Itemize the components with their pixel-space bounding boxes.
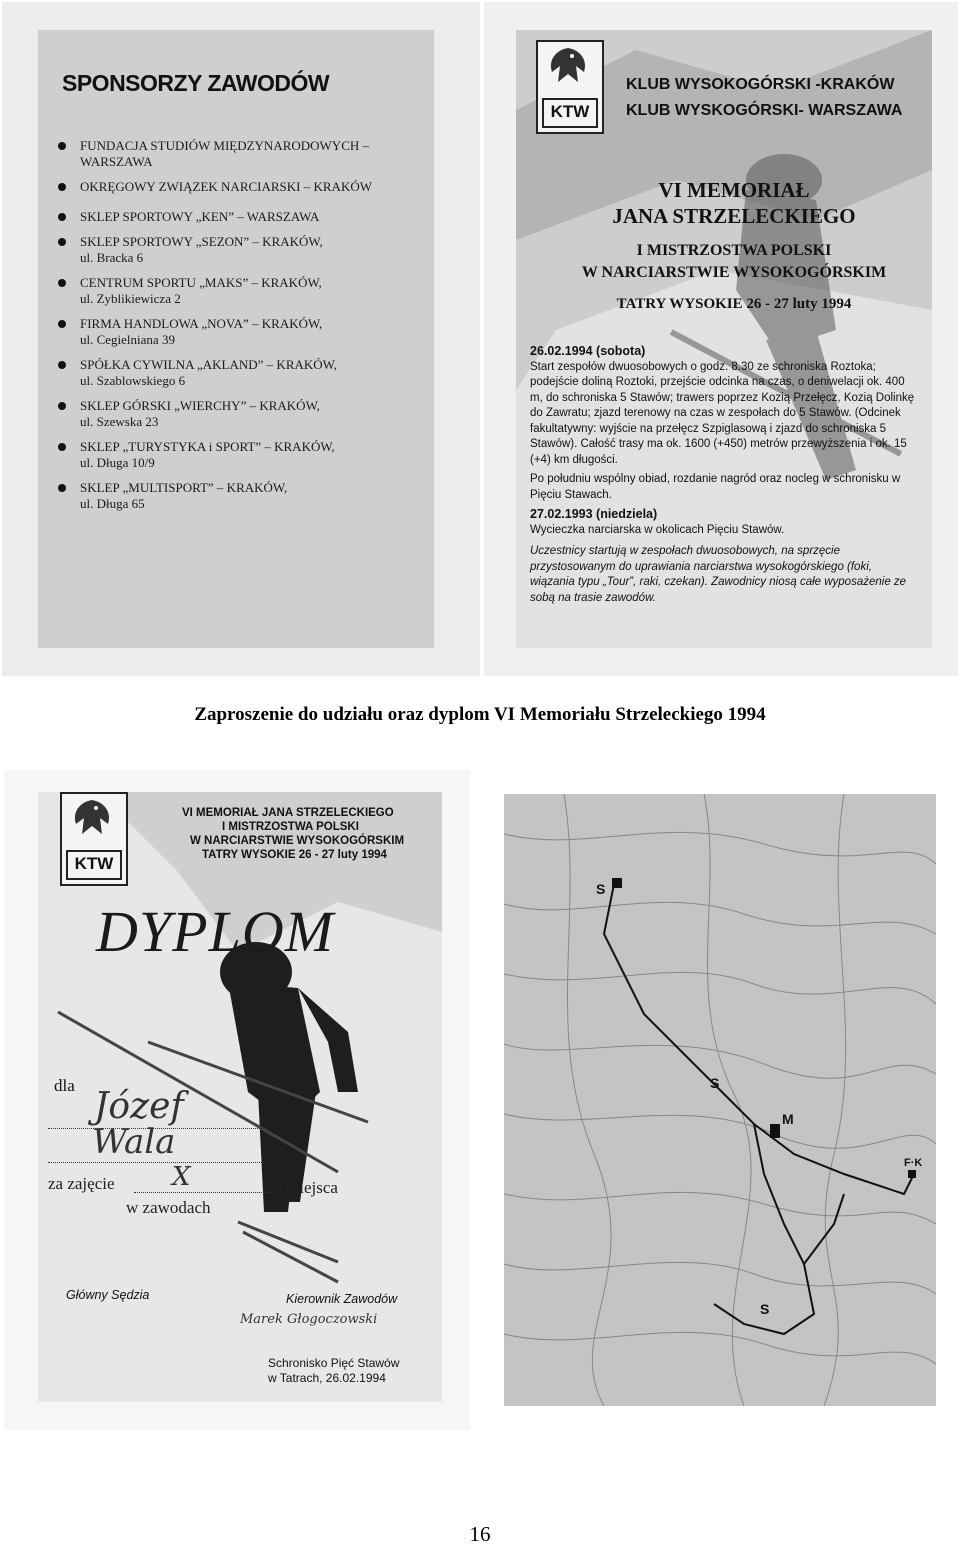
handwritten-last-name: Wala — [92, 1122, 176, 1162]
sponsor-item: SKLEP SPORTOWY „SEZON” – KRAKÓW, ul. Bracka 6 — [58, 234, 388, 266]
day1-date: 26.02.1994 (sobota) — [530, 344, 646, 358]
sponsor-item: SPÓŁKA CYWILNA „AKLAND” – KRAKÓW, ul. Szablowskiego 6 — [58, 357, 388, 389]
championship-line-1: I MISTRZOSTWA POLSKI — [636, 242, 832, 259]
diploma-head-line-1: VI MEMORIAŁ JANA STRZELECKIEGO — [182, 807, 394, 819]
day1-description: Start zespołów dwuosobowych o godz. 8.30 ze schroniska Roztoka; podejście doliną Roztoki, przejście odcinka na czas, o deniwelacji ok. 400 m, do schroniska 5 Stawów; trawers poprzez Kozią Przełęcz, Kozią Dolinkę do Zawratu; zjazd terenowy na czas w zespołach do 5 Stawów. (Odcinek fakultatywny: wyjście na przełęcz Szpiglasową i zjazd do schroniska 5 Stawów). Całość trasy ma ok. 1600 (+450) metrów przewyższenia i ok. 15 (+4) km długości. — [530, 360, 915, 466]
eagle-icon — [62, 794, 122, 846]
sponsor-item: CENTRUM SPORTU „MAKS” – KRAKÓW, ul. Zyblikiewicza 2 — [58, 275, 388, 307]
club-warszawa: KLUB WYSKOGÓRSKI- WARSZAWA — [626, 102, 903, 119]
route-map-panel — [504, 794, 936, 1406]
ktw-logo-text: KTW — [542, 98, 598, 128]
championship-line-2: W NARCIARSTWIE WYSOKOGÓRSKIM — [581, 264, 887, 281]
diploma-head-line-2: I MISTRZOSTWA POLSKI — [222, 821, 359, 833]
w-zawodach-label: w zawodach — [126, 1198, 211, 1217]
map-label-m: M — [782, 1111, 794, 1127]
participants-note: Uczestnicy startują w zespołach dwuosobowych, na sprzęcie przystosowanym do uprawiania narciarstwa wysokogórskiego (foki, wiązania typu „Tour”, raki, czekan). Zawodnicy niosą całe wyposażenie ze sobą na trasie zawodów. — [530, 545, 907, 604]
map-label-s3: S — [760, 1301, 770, 1317]
diploma-ktw-logo — [60, 792, 128, 886]
topographic-route-map — [504, 794, 936, 1406]
sponsors-title: SPONSORZY ZAWODÓW — [62, 70, 330, 96]
diploma-place-date — [268, 1356, 399, 1386]
diploma-head-line-4: TATRY WYSOKIE 26 - 27 luty 1994 — [202, 849, 387, 861]
diploma-for-label: dla — [54, 1076, 75, 1095]
competition-manager-label: Kierownik Zawodów — [286, 1292, 398, 1306]
day2-date: 27.02.1993 (niedziela) — [530, 507, 658, 521]
name-line-2 — [48, 1162, 268, 1163]
sponsor-item: FIRMA HANDLOWA „NOVA” – KRAKÓW, ul. Cegielniana 39 — [58, 316, 388, 348]
diploma-place: Schronisko Pięć Stawów — [268, 1356, 400, 1370]
sponsor-item: SKLEP „MULTISPORT” – KRAKÓW, ul. Długa 65 — [58, 480, 388, 512]
diploma-heading — [182, 806, 404, 862]
map-label-fk: F·K — [904, 1157, 923, 1169]
diploma-panel — [4, 770, 470, 1430]
handwritten-first-name: Józef — [94, 1086, 184, 1127]
sponsor-item: FUNDACJA STUDIÓW MIĘDZYNARODOWYCH – WARSZAWA — [58, 138, 388, 170]
diploma-head-line-3: W NARCIARSTWIE WYSOKOGÓRSKIM — [190, 835, 405, 847]
ktw-logo — [536, 40, 604, 134]
club-krakow: KLUB WYSOKOGÓRSKI -KRAKÓW — [626, 76, 895, 93]
sponsor-item: SKLEP SPORTOWY „KEN” – WARSZAWA — [58, 209, 388, 225]
sponsors-panel — [2, 2, 480, 676]
sponsor-item: OKRĘGOWY ZWIĄZEK NARCIARSKI – KRAKÓW — [58, 179, 388, 195]
sponsor-item: SKLEP „TURYSTYKA i SPORT” – KRAKÓW, ul. Długa 10/9 — [58, 439, 388, 471]
page-number: 16 — [469, 1522, 491, 1546]
invitation-program — [530, 344, 918, 610]
manager-signature: Marek Głogoczowski — [240, 1312, 378, 1327]
map-label-shelter: S — [710, 1075, 720, 1091]
sponsors-list — [58, 138, 388, 521]
sponsor-item: SKLEP GÓRSKI „WIERCHY” – KRAKÓW, ul. Szewska 23 — [58, 398, 388, 430]
venue-dates: TATRY WYSOKIE 26 - 27 luty 1994 — [616, 296, 852, 312]
day2-description: Wycieczka narciarska w okolicach Pięciu Stawów. — [530, 523, 785, 536]
diploma-title: DYPLOM — [96, 899, 335, 964]
invitation-panel — [484, 2, 958, 676]
map-label-start: S — [596, 881, 606, 897]
diploma-ktw-text: KTW — [66, 850, 122, 880]
eagle-icon — [538, 42, 598, 94]
handwritten-place: X — [172, 1162, 191, 1192]
place-line — [134, 1192, 274, 1193]
memorial-line-1: VI MEMORIAŁ — [658, 178, 810, 202]
day1-afternoon: Po południu wspólny obiad, rozdanie nagród oraz nocleg w schronisku w Pięciu Stawach. — [530, 473, 901, 501]
za-zajecie-label: za zajęcie — [48, 1174, 115, 1193]
miejsca-label: miejsca — [286, 1178, 338, 1197]
memorial-line-2: JANA STRZELECKIEGO — [612, 204, 856, 228]
figure-caption: Zaproszenie do udziału oraz dyplom VI Memoriału Strzeleckiego 1994 — [194, 704, 766, 725]
chief-judge-label: Główny Sędzia — [66, 1288, 150, 1302]
diploma-date: w Tatrach, 26.02.1994 — [268, 1371, 386, 1385]
